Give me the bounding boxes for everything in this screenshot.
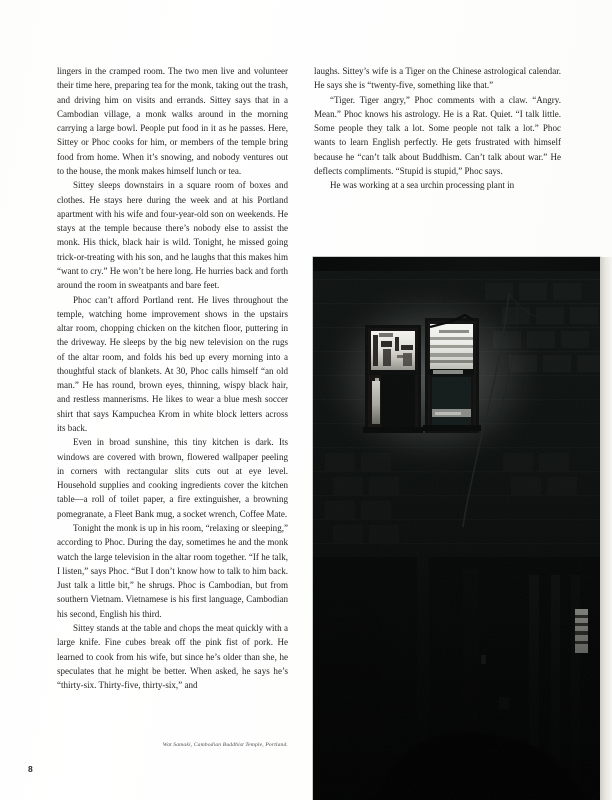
paragraph: Sittey stands at the table and chops the meat quickly with a large knife. Fine cubes break off the pink fist of pork. He learned to cook from his wife, but since he’s older than she, he speculates that he might be better. When asked, he says he’s “thirty-six. Thirty-five, thirty-six,” and <box>57 622 288 691</box>
photograph-page-edge <box>600 257 612 800</box>
paragraph: laughs. Sittey’s wife is a Tiger on the Chinese astrological calendar. He says she is “twenty-five, something like that.” <box>314 66 561 91</box>
paragraph: Sittey sleeps downstairs in a square room of boxes and clothes. He stays here during the week and at his Portland apartment with his wife and four-year-old son on weekends. He stays at the temple because there’s nobody else to assist the monk. His thick, black hair is wild. Tonight, he missed going trick-or-treating with his son, and he laughs that this makes him “want to cry.” He won’t be here long. He hurries back and forth around the room in sweatpants and bare feet. <box>57 180 288 291</box>
photograph-night-house <box>313 257 600 800</box>
paragraph: Tonight the monk is up in his room, “relaxing or sleeping,” according to Phoc. During the day, sometimes he and the monk watch the large television in the altar room together. “If he talk, I listen,” says Phoc. “But I don’t know how to talk to him back. Just talk a little bit,” he shrugs. Phoc is Cambodian, but from southern Vietnam. Vietnamese is his first language, Cambodian his second, English his third. <box>57 523 288 619</box>
body-text-column-left <box>57 64 288 729</box>
photo-caption: Wat Samaki, Cambodian Buddhist Temple, Portland. <box>162 742 288 748</box>
paragraph: lingers in the cramped room. The two men live and volunteer their time here, preparing tea for the monk, taking out the trash, and driving him on visits and errands. Sittey says that in a Cambodian village, a monk walks around in the morning carrying a large bowl. People put food in it as he passes. Here, Sittey or Phoc cooks for him, or members of the temple bring food from home. When it’s snowing, and nobody ventures out to the house, the monk makes himself lunch or tea. <box>57 66 288 176</box>
paragraph: “Tiger. Tiger angry,” Phoc comments with a claw. “Angry. Mean.” Phoc knows his astrology. He is a Rat. Quiet. “I talk little. Some people they talk a lot. Some people not talk a lot.” Phoc wants to learn English perfectly. He gets frustrated with himself because he “can’t talk about Buddhism. Can’t talk about war.” He deflects compliments. “Stupid is stupid,” Phoc says. <box>314 94 561 176</box>
page-number: 8 <box>28 764 33 774</box>
body-text-column-right <box>314 64 561 214</box>
paragraph: Even in broad sunshine, this tiny kitchen is dark. Its windows are covered with brown, flowered wallpaper peeling in corners with rectangular slits cuts out at eye level. Household supplies and cooking ingredients cover the kitchen table—a roll of toilet paper, a fire extinguisher, a browning pomegranate, a Fleet Bank mug, a socket wrench, Coffee Mate. <box>57 437 288 519</box>
photograph-artwork <box>313 257 600 800</box>
paragraph: Phoc can’t afford Portland rent. He lives throughout the temple, watching home improvement shows in the upstairs altar room, chopping chicken on the kitchen floor, puttering in the driveway. He sleeps by the big new television on the rugs of the altar room, and folds his bed up every morning into a thoughtful stack of blankets. At 30, Phoc calls himself “an old man.” He has round, brown eyes, thinning, wispy black hair, and restless mannerisms. He likes to wear a blue mesh soccer shirt that says Kampuchea Krom in white block letters across its back. <box>57 294 288 434</box>
paragraph: He was working at a sea urchin processing plant in <box>330 180 515 191</box>
